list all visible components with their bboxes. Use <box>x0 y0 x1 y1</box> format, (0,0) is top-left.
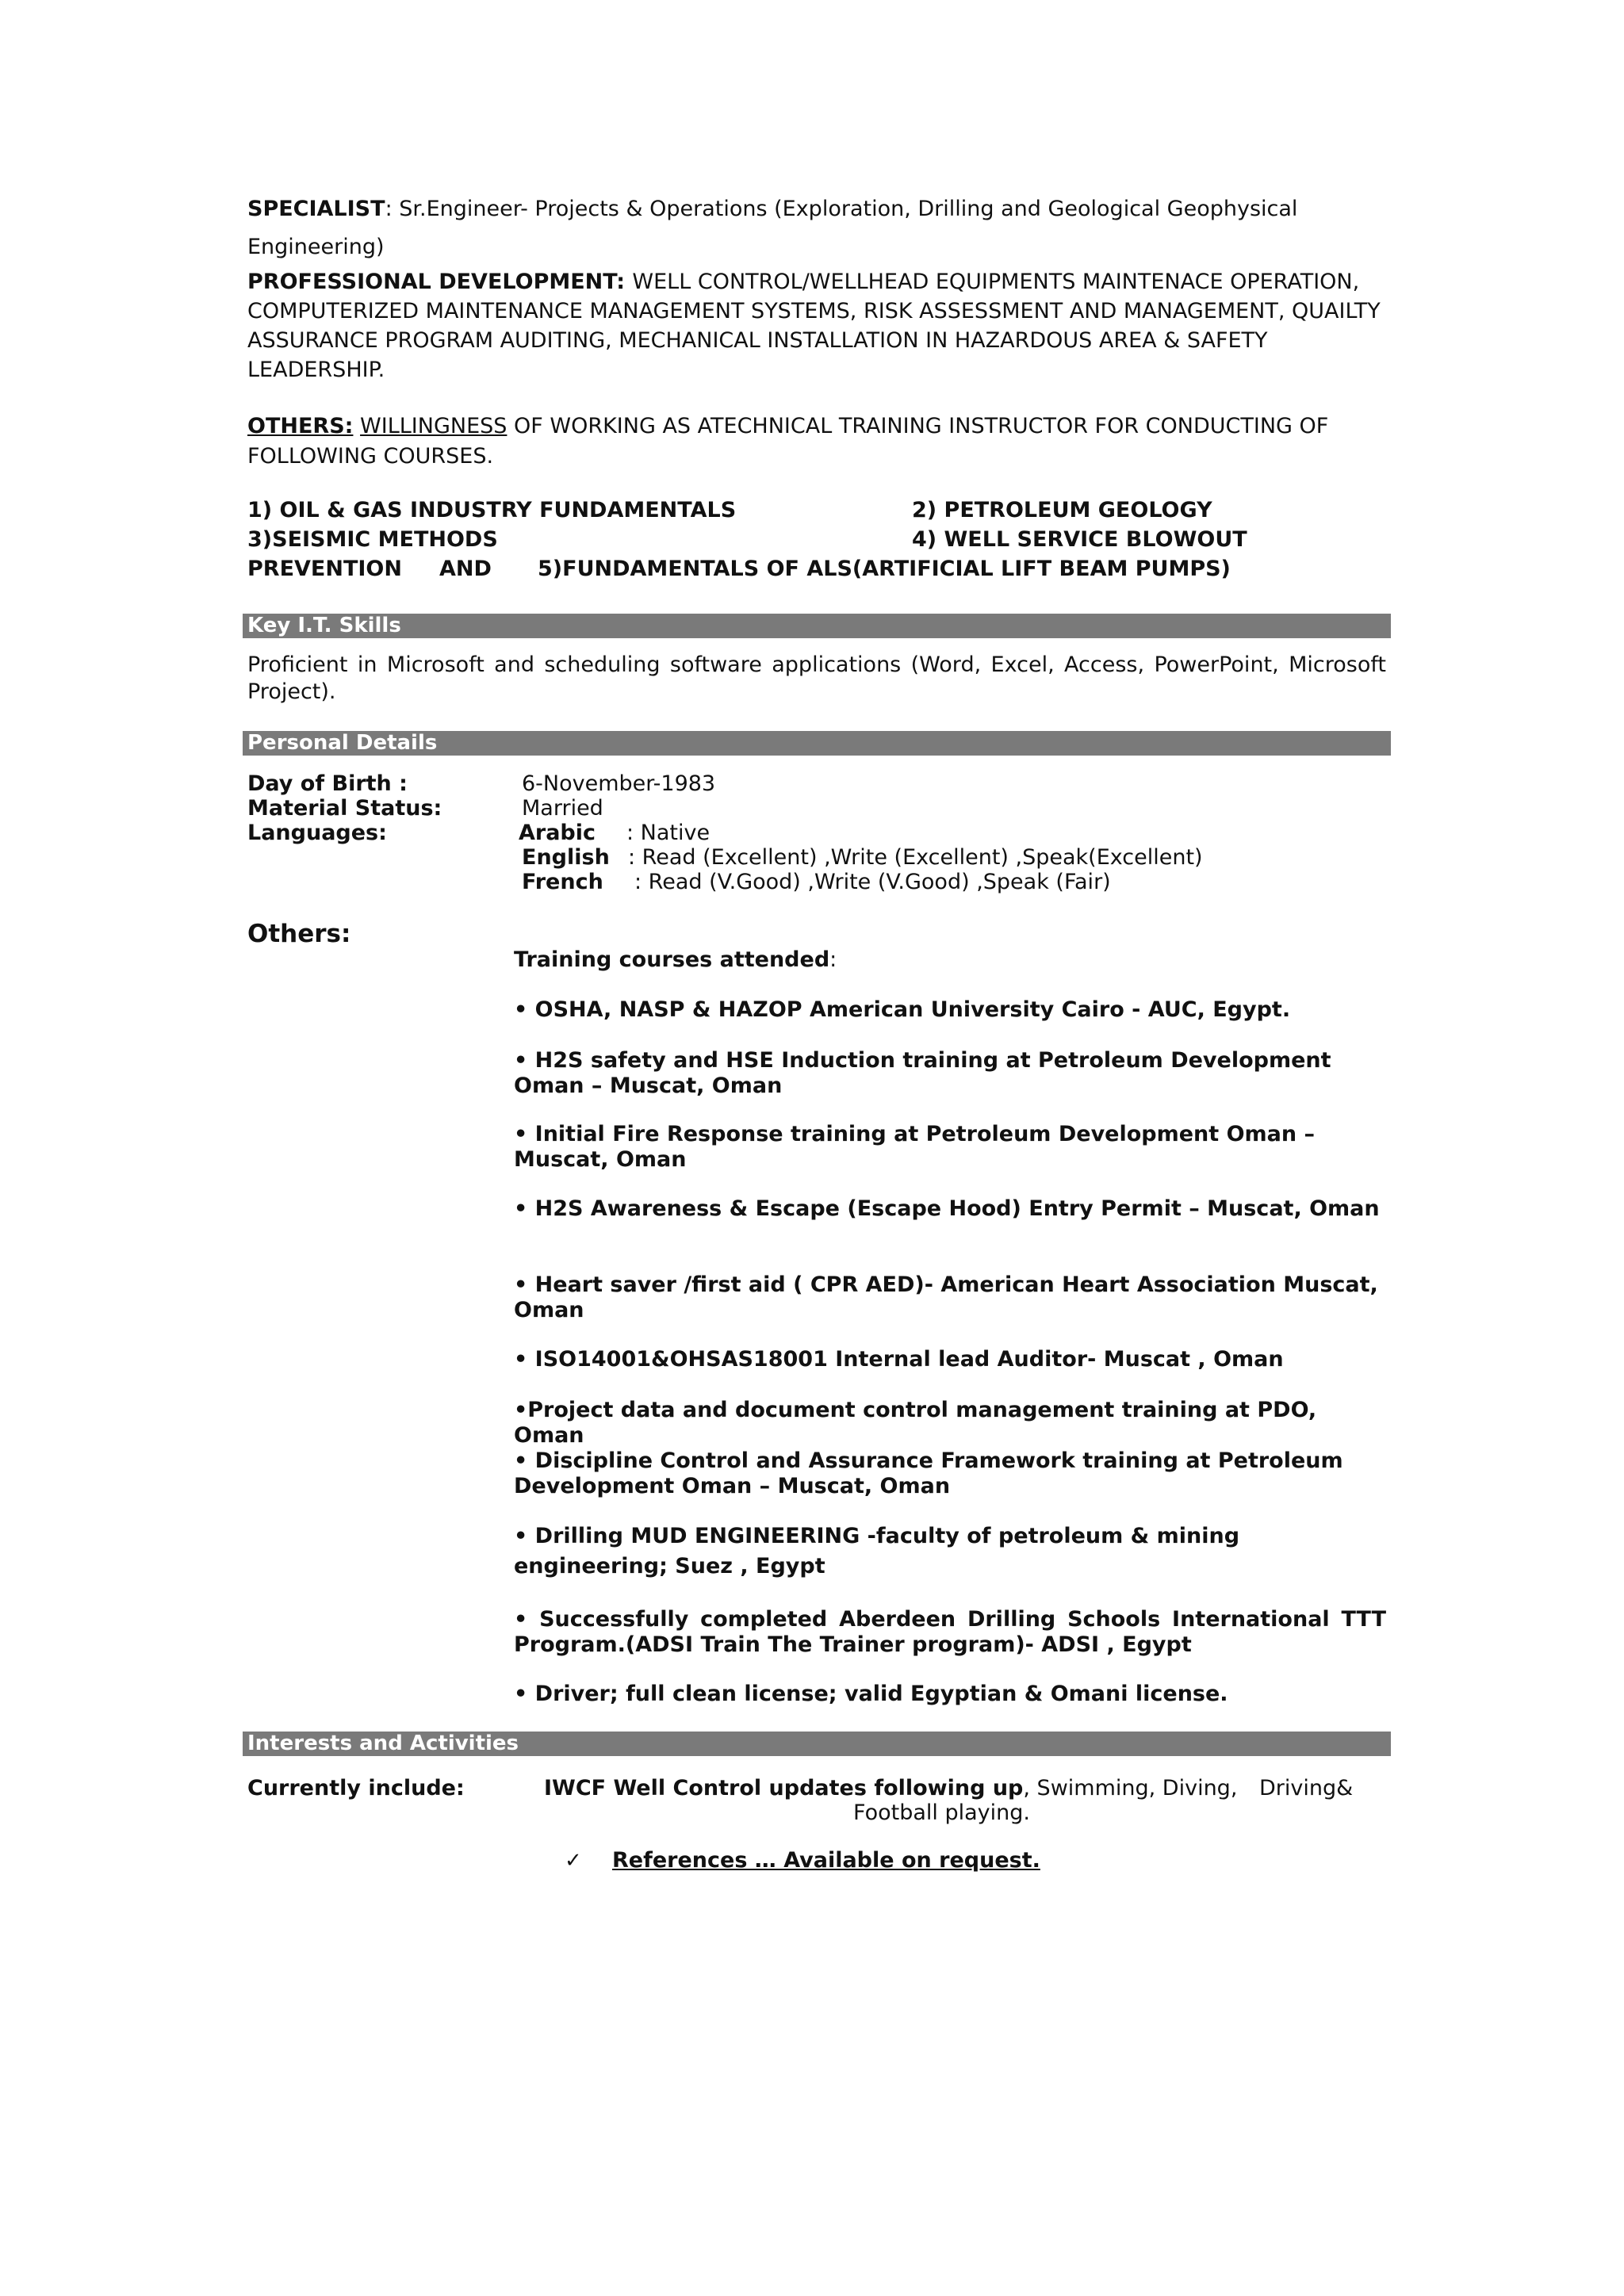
prof-dev-label: PROFESSIONAL DEVELOPMENT: <box>247 270 633 294</box>
section-interests: Interests and Activities <box>243 1732 1391 1756</box>
prof-dev-line-1 <box>247 270 1359 295</box>
lang-english-level: : Read (Excellent) ,Write (Excellent) ,Speak(Excellent) <box>628 845 1203 870</box>
specialist-value-2: Engineering) <box>247 235 385 259</box>
training-heading <box>514 947 837 973</box>
course-1: 1) OIL & GAS INDUSTRY FUNDAMENTALS <box>247 498 737 522</box>
training-item-11: • Driver; full clean license; valid Egyptian & Omani license. <box>514 1682 1228 1706</box>
marital-label: Material Status: <box>247 796 442 821</box>
lang-english-name: English <box>522 845 610 870</box>
marital-value: Married <box>522 796 603 821</box>
others-text-1: OF WORKING AS ATECHNICAL TRAINING INSTRUCTOR FOR CONDUCTING OF <box>507 414 1329 438</box>
course-4: 4) WELL SERVICE BLOWOUT <box>912 527 1247 552</box>
prof-dev-text-1: WELL CONTROL/WELLHEAD EQUIPMENTS MAINTENACE OPERATION, <box>632 270 1360 294</box>
specialist-label: SPECIALIST <box>247 197 385 221</box>
interests-line-1 <box>544 1776 1237 1801</box>
interests-iwcf: IWCF Well Control updates following up <box>544 1776 1024 1800</box>
course-5: 5)FUNDAMENTALS OF ALS(ARTIFICIAL LIFT BEAM PUMPS) <box>538 557 1231 581</box>
lang-arabic-name: Arabic <box>519 821 596 845</box>
dob-value: 6-November-1983 <box>522 771 716 796</box>
interests-rest: , Swimming, Diving, <box>1023 1776 1238 1800</box>
section-personal-details: Personal Details <box>243 731 1391 756</box>
checkmark-icon: ✓ <box>565 1849 582 1873</box>
training-heading-colon: : <box>829 947 837 972</box>
course-and: AND <box>439 557 492 581</box>
lang-arabic-level: : Native <box>626 821 710 845</box>
training-item-6: • ISO14001&OHSAS18001 Internal lead Auditor- Muscat , Oman <box>514 1347 1284 1372</box>
others-willingness: WILLINGNESS <box>360 414 508 438</box>
training-item-7: •Project data and document control management training at PDO, Oman <box>514 1398 1317 1448</box>
interests-label: Currently include: <box>247 1776 465 1800</box>
languages-label: Languages: <box>247 821 387 845</box>
prof-dev-line-3: ASSURANCE PROGRAM AUDITING, MECHANICAL INSTALLATION IN HAZARDOUS AREA & SAFETY <box>247 328 1268 353</box>
course-2: 2) PETROLEUM GEOLOGY <box>912 498 1212 522</box>
lang-french-name: French <box>522 870 603 894</box>
training-item-10: • Successfully completed Aberdeen Drilling Schools International TTT Program.(ADSI Train The Trainer program)- ADSI , Egypt <box>514 1607 1386 1657</box>
specialist-line <box>247 197 1386 222</box>
references-text: References … Available on request. <box>612 1848 1040 1873</box>
others-line-2: FOLLOWING COURSES. <box>247 444 494 469</box>
training-item-1: • OSHA, NASP & HAZOP American University Cairo - AUC, Egypt. <box>514 997 1291 1022</box>
training-item-3: • Initial Fire Response training at Petroleum Development Oman – Muscat, Oman <box>514 1122 1316 1172</box>
others-personal-label: Others: <box>247 920 351 948</box>
prof-dev-line-2: COMPUTERIZED MAINTENANCE MANAGEMENT SYSTEMS, RISK ASSESSMENT AND MANAGEMENT, QUAILTY <box>247 299 1381 323</box>
it-skills-text: Proficient in Microsoft and scheduling software applications (Word, Excel, Access, PowerPoint, Microsoft Project). <box>247 652 1386 704</box>
interests-line-2: Football playing. <box>853 1800 1030 1825</box>
training-item-4: • H2S Awareness & Escape (Escape Hood) Entry Permit – Muscat, Oman <box>514 1196 1380 1221</box>
others-line-1 <box>247 414 1328 439</box>
lang-french-level: : Read (V.Good) ,Write (V.Good) ,Speak (Fair) <box>634 870 1111 894</box>
course-3: 3)SEISMIC METHODS <box>247 527 498 552</box>
training-item-9: • Drilling MUD ENGINEERING -faculty of petroleum & mining engineering; Suez , Egypt <box>514 1524 1240 1578</box>
section-it-skills: Key I.T. Skills <box>243 614 1391 638</box>
specialist-value-1: : Sr.Engineer- Projects & Operations (Exploration, Drilling and Geological Geophysical <box>385 197 1298 221</box>
training-heading-text: Training courses attended <box>514 947 830 972</box>
course-4-cont: PREVENTION <box>247 557 402 581</box>
dob-label: Day of Birth : <box>247 771 408 796</box>
training-item-2: • H2S safety and HSE Induction training at Petroleum Development Oman – Muscat, Oman <box>514 1048 1331 1098</box>
prof-dev-line-4: LEADERSHIP. <box>247 358 385 382</box>
training-item-5: • Heart saver /first aid ( CPR AED)- American Heart Association Muscat, Oman <box>514 1272 1378 1322</box>
others-label: OTHERS: <box>247 414 354 438</box>
training-item-8: • Discipline Control and Assurance Framework training at Petroleum Development Oman – Muscat, Oman <box>514 1448 1343 1498</box>
interests-driving: Driving& <box>1259 1776 1354 1800</box>
